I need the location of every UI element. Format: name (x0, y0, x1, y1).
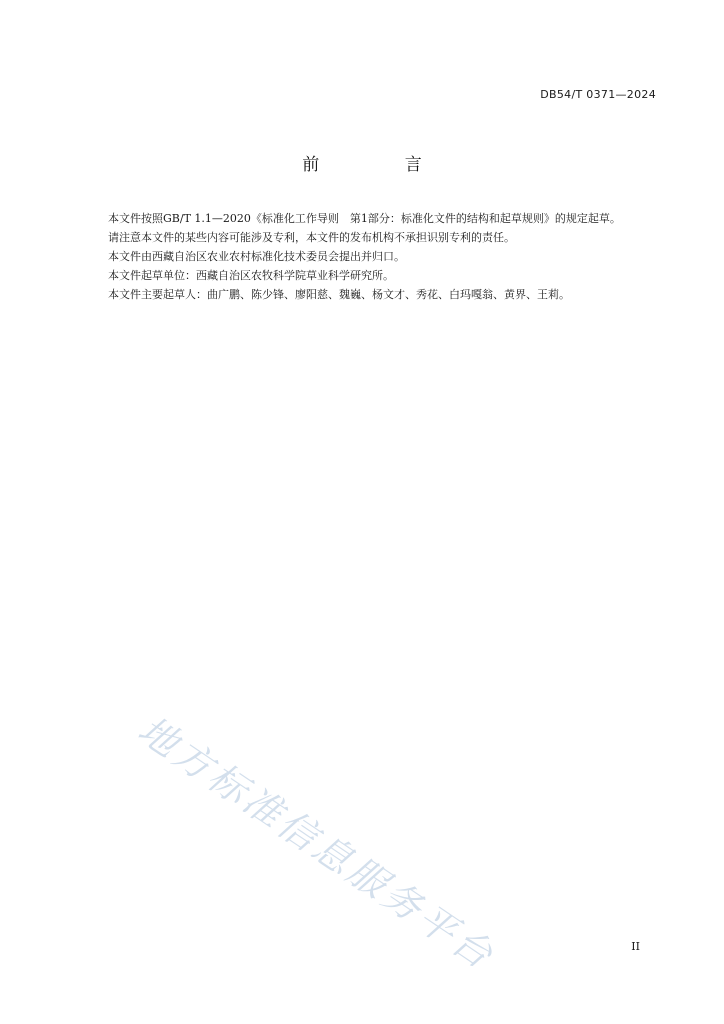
paragraph-patent-notice: 请注意本文件的某些内容可能涉及专利，本文件的发布机构不承担识别专利的责任。 (108, 231, 515, 244)
paragraph-drafting-rules: 本文件按照GB/T 1.1—2020《标准化工作导则 第1部分：标准化文件的结构和起草规则》的规定起草。 (108, 212, 621, 225)
paragraph-proposer: 本文件由西藏自治区农业农村标准化技术委员会提出并归口。 (108, 250, 405, 263)
paragraph-drafting-unit: 本文件起草单位：西藏自治区农牧科学院草业科学研究所。 (108, 269, 394, 282)
page-number: II (631, 940, 640, 953)
foreword-body (86, 209, 656, 304)
paragraph-drafters: 本文件主要起草人：曲广鹏、陈少锋、廖阳慈、魏巍、杨文才、秀花、白玛嘎翁、黄界、王莉。 (108, 288, 570, 301)
watermark-text: 地方标准信息服务平台 (130, 707, 504, 979)
page-title: 前 言 (302, 155, 462, 175)
document-code: DB54/T 0371—2024 (540, 88, 656, 101)
